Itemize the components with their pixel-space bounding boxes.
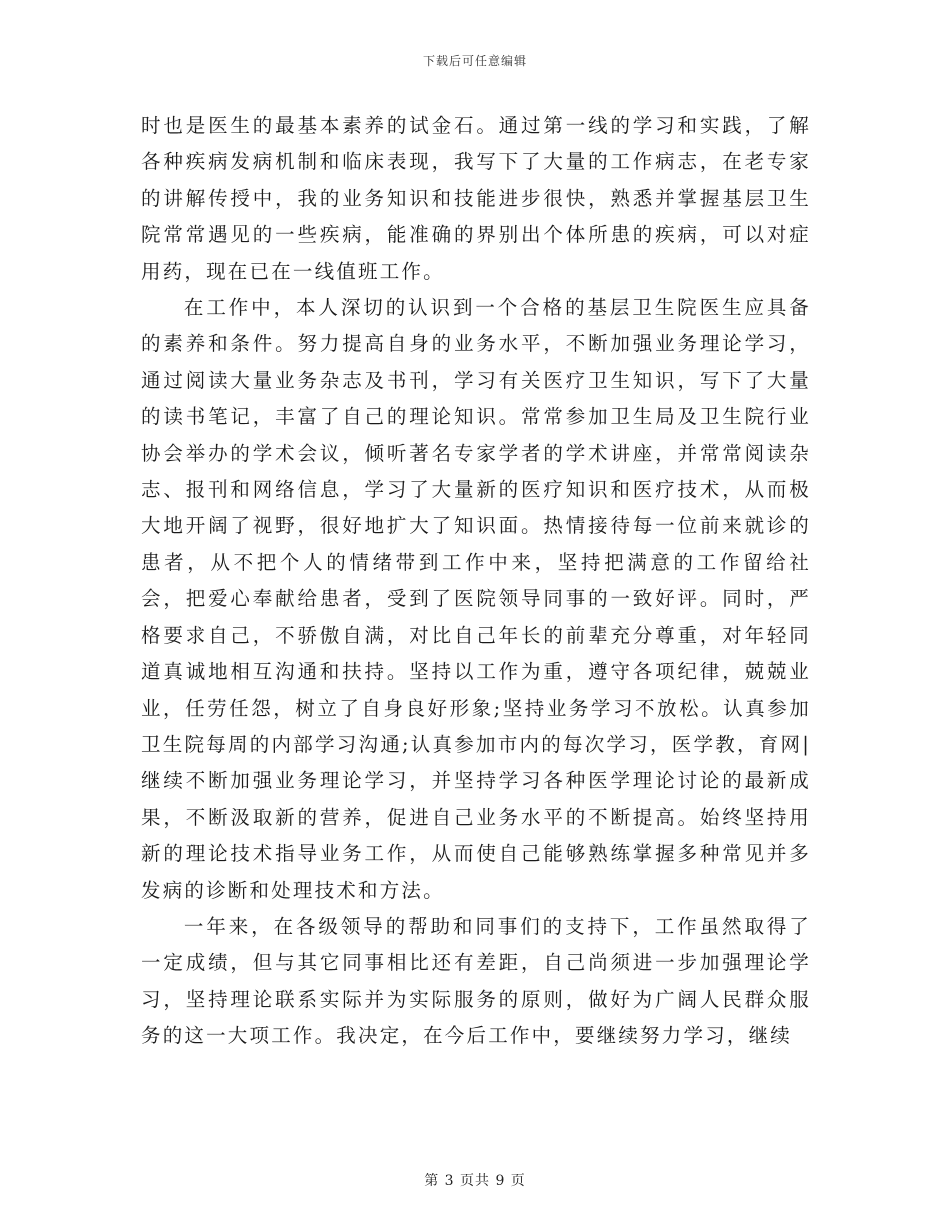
body-paragraph-3: 一年来，在各级领导的帮助和同事们的支持下，工作虽然取得了一定成绩，但与其它同事相比还有差距，自己尚须进一步加强理论学习，坚持理论联系实际并为实际服务的原则，做好为广阔人民群众服务的这一大项工作。我决定，在今后工作中，要继续努力学习，继续 <box>141 914 811 1048</box>
page-number-footer: 第 3 页共 9 页 <box>424 1173 526 1189</box>
page-header-note: 下载后可任意编辑 <box>422 54 527 68</box>
document-body <box>141 108 811 1055</box>
body-paragraph-1: 时也是医生的最基本素养的试金石。通过第一线的学习和实践，了解各种疾病发病机制和临床表现，我写下了大量的工作病志，在老专家的讲解传授中，我的业务知识和技能进步很快，熟悉并掌握基层卫生院常常遇见的一些疾病，能准确的界别出个体所患的疾病，可以对症用药，现在已在一线值班工作。 <box>141 114 811 283</box>
body-paragraph-2: 在工作中，本人深切的认识到一个合格的基层卫生院医生应具备的素养和条件。努力提高自身的业务水平，不断加强业务理论学习，通过阅读大量业务杂志及书刊，学习有关医疗卫生知识，写下了大量的读书笔记，丰富了自己的理论知识。常常参加卫生局及卫生院行业协会举办的学术会议，倾听著名专家学者的学术讲座，并常常阅读杂志、报刊和网络信息，学习了大量新的医疗知识和医疗技术，从而极大地开阔了视野，很好地扩大了知识面。热情接待每一位前来就诊的患者，从不把个人的情绪带到工作中来，坚持把满意的工作留给社会，把爱心奉献给患者，受到了医院领导同事的一致好评。同时，严格要求自己，不骄傲自满，对比自己年长的前辈充分尊重，对年轻同道真诚地相互沟通和扶持。坚持以工作为重，遵守各项纪律，兢兢业业，任劳任怨，树立了自身良好形象;坚持业务学习不放松。认真参加卫生院每周的内部学习沟通;认真参加市内的每次学习，医学教，育网|继续不断加强业务理论学习，并坚持学习各种医学理论讨论的最新成果，不断汲取新的营养，促进自己业务水平的不断提高。始终坚持用新的理论技术指导业务工作，从而使自己能够熟练掌握多种常见并多发病的诊断和处理技术和方法。 <box>141 296 811 902</box>
